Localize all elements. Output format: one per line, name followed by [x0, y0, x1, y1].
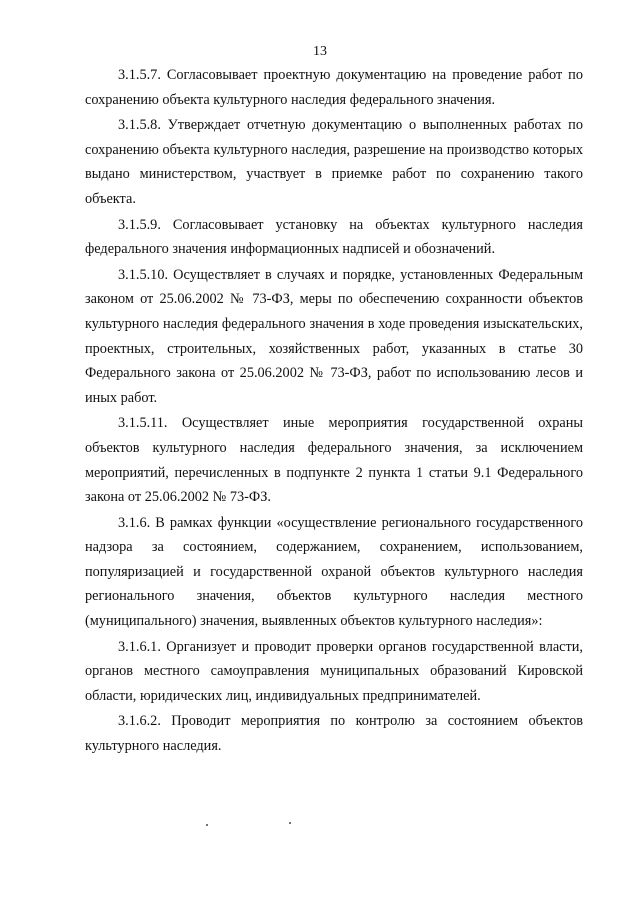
paragraph-3-1-5-8: 3.1.5.8. Утверждает отчетную документацию о выполненных работах по сохранению объекта культурного наследия, разрешение на производство которых выдано министерством, участвует в приемке работ по сохранению такого объекта.: [85, 117, 583, 207]
scan-speck: [289, 822, 291, 824]
paragraph-3-1-6: 3.1.6. В рамках функции «осуществление регионального государственного надзора за состоянием, содержанием, сохранением, использованием, популяризацией и государственной охраной объектов культурного наследия регионального значения, объектов культурного наследия местного (муниципального) значения, выявленных объектов культурного наследия»:: [85, 514, 583, 630]
page-number: 13: [313, 44, 327, 59]
paragraph-3-1-6-2: 3.1.6.2. Проводит мероприятия по контролю за состоянием объектов культурного наследия.: [85, 713, 583, 755]
document-body: [85, 63, 583, 759]
paragraph-3-1-5-9: 3.1.5.9. Согласовывает установку на объектах культурного наследия федерального значения информационных надписей и обозначений.: [85, 216, 583, 258]
scan-speck: [206, 824, 208, 826]
paragraph-3-1-6-1: 3.1.6.1. Организует и проводит проверки органов государственной власти, органов местного самоуправления муниципальных образований Кировской области, юридических лиц, индивидуальных предпринимателей.: [85, 638, 583, 704]
paragraph-3-1-5-7: 3.1.5.7. Согласовывает проектную документацию на проведение работ по сохранению объекта культурного наследия федерального значения.: [85, 67, 583, 108]
paragraph-3-1-5-10: 3.1.5.10. Осуществляет в случаях и порядке, установленных Федеральным законом от 25.06.2002 № 73-ФЗ, меры по обеспечению сохранности объектов культурного наследия федерального значения в ходе проведения изыскательских, проектных, строительных, хозяйственных работ, указанных в статье 30 Федерального закона от 25.06.2002 № 73-ФЗ, работ по использованию лесов и иных работ.: [85, 266, 583, 406]
paragraph-3-1-5-11: 3.1.5.11. Осуществляет иные мероприятия государственной охраны объектов культурного наследия федерального значения, за исключением мероприятий, перечисленных в подпункте 2 пункта 1 статьи 9.1 Федерального закона от 25.06.2002 № 73-ФЗ.: [85, 415, 583, 506]
scan-specks: [0, 822, 640, 832]
